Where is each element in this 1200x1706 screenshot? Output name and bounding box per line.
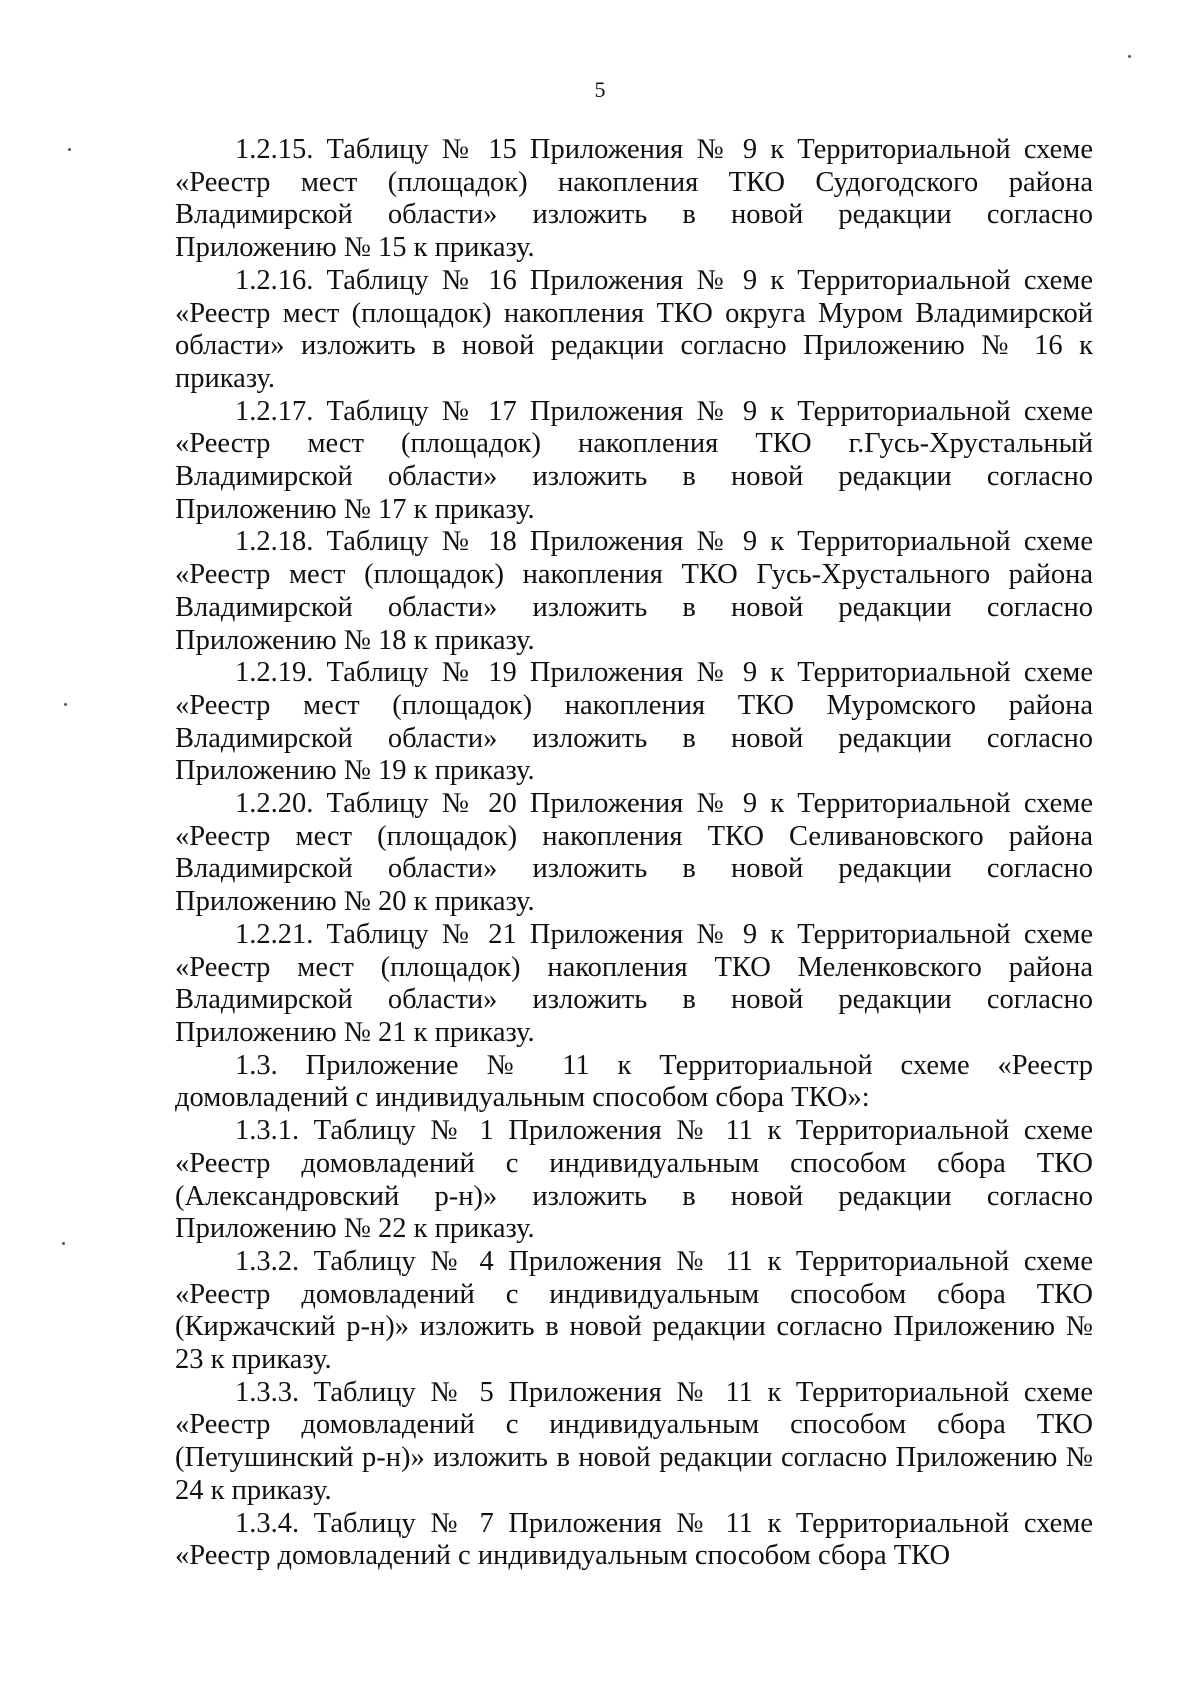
paragraph-1-2-15: 1.2.15. Таблицу № 15 Приложения № 9 к Территориальной схеме «Реестр мест (площадок) накопления ТКО Судогодского района Владимирской области» изложить в новой редакции согласно Приложению № 15 к приказу.	[175, 134, 1093, 264]
scan-speck	[64, 703, 67, 706]
paragraph-1-2-18: 1.2.18. Таблицу № 18 Приложения № 9 к Территориальной схеме «Реестр мест (площадок) накопления ТКО Гусь-Хрустального района Владимирской области» изложить в новой редакции согласно Приложению № 18 к приказу.	[175, 526, 1093, 656]
paragraph-1-2-19: 1.2.19. Таблицу № 19 Приложения № 9 к Территориальной схеме «Реестр мест (площадок) накопления ТКО Муромского района Владимирской области» изложить в новой редакции согласно Приложению № 19 к приказу.	[175, 657, 1093, 787]
paragraph-1-3-4: 1.3.4. Таблицу № 7 Приложения № 11 к Территориальной схеме «Реестр домовладений с индивидуальным способом сбора ТКО	[175, 1507, 1093, 1572]
paragraph-1-2-21: 1.2.21. Таблицу № 21 Приложения № 9 к Территориальной схеме «Реестр мест (площадок) накопления ТКО Меленковского района Владимирской области» изложить в новой редакции согласно Приложению № 21 к приказу.	[175, 918, 1093, 1048]
paragraph-1-3-3: 1.3.3. Таблицу № 5 Приложения № 11 к Территориальной схеме «Реестр домовладений с индивидуальным способом сбора ТКО (Петушинский р-н)» изложить в новой редакции согласно Приложению № 24 к приказу.	[175, 1376, 1093, 1506]
page-number: 5	[594, 77, 606, 102]
paragraph-1-2-17: 1.2.17. Таблицу № 17 Приложения № 9 к Территориальной схеме «Реестр мест (площадок) накопления ТКО г.Гусь-Хрустальный Владимирской области» изложить в новой редакции согласно Приложению № 17 к приказу.	[175, 395, 1093, 525]
document-body	[175, 134, 1093, 1573]
scan-speck	[62, 1242, 65, 1245]
paragraph-1-3-1: 1.3.1. Таблицу № 1 Приложения № 11 к Территориальной схеме «Реестр домовладений с индивидуальным способом сбора ТКО (Александровский р-н)» изложить в новой редакции согласно Приложению № 22 к приказу.	[175, 1115, 1093, 1245]
scan-speck	[1128, 55, 1131, 58]
paragraph-1-2-16: 1.2.16. Таблицу № 16 Приложения № 9 к Территориальной схеме «Реестр мест (площадок) накопления ТКО округа Муром Владимирской области» изложить в новой редакции согласно Приложению № 16 к приказу.	[175, 264, 1093, 394]
paragraph-1-2-20: 1.2.20. Таблицу № 20 Приложения № 9 к Территориальной схеме «Реестр мест (площадок) накопления ТКО Селивановского района Владимирской области» изложить в новой редакции согласно Приложению № 20 к приказу.	[175, 788, 1093, 918]
scan-speck	[68, 148, 71, 151]
paragraph-1-3: 1.3. Приложение № 11 к Территориальной схеме «Реестр домовладений с индивидуальным способом сбора ТКО»:	[175, 1049, 1093, 1114]
paragraph-1-3-2: 1.3.2. Таблицу № 4 Приложения № 11 к Территориальной схеме «Реестр домовладений с индивидуальным способом сбора ТКО (Киржачский р-н)» изложить в новой редакции согласно Приложению № 23 к приказу.	[175, 1245, 1093, 1376]
